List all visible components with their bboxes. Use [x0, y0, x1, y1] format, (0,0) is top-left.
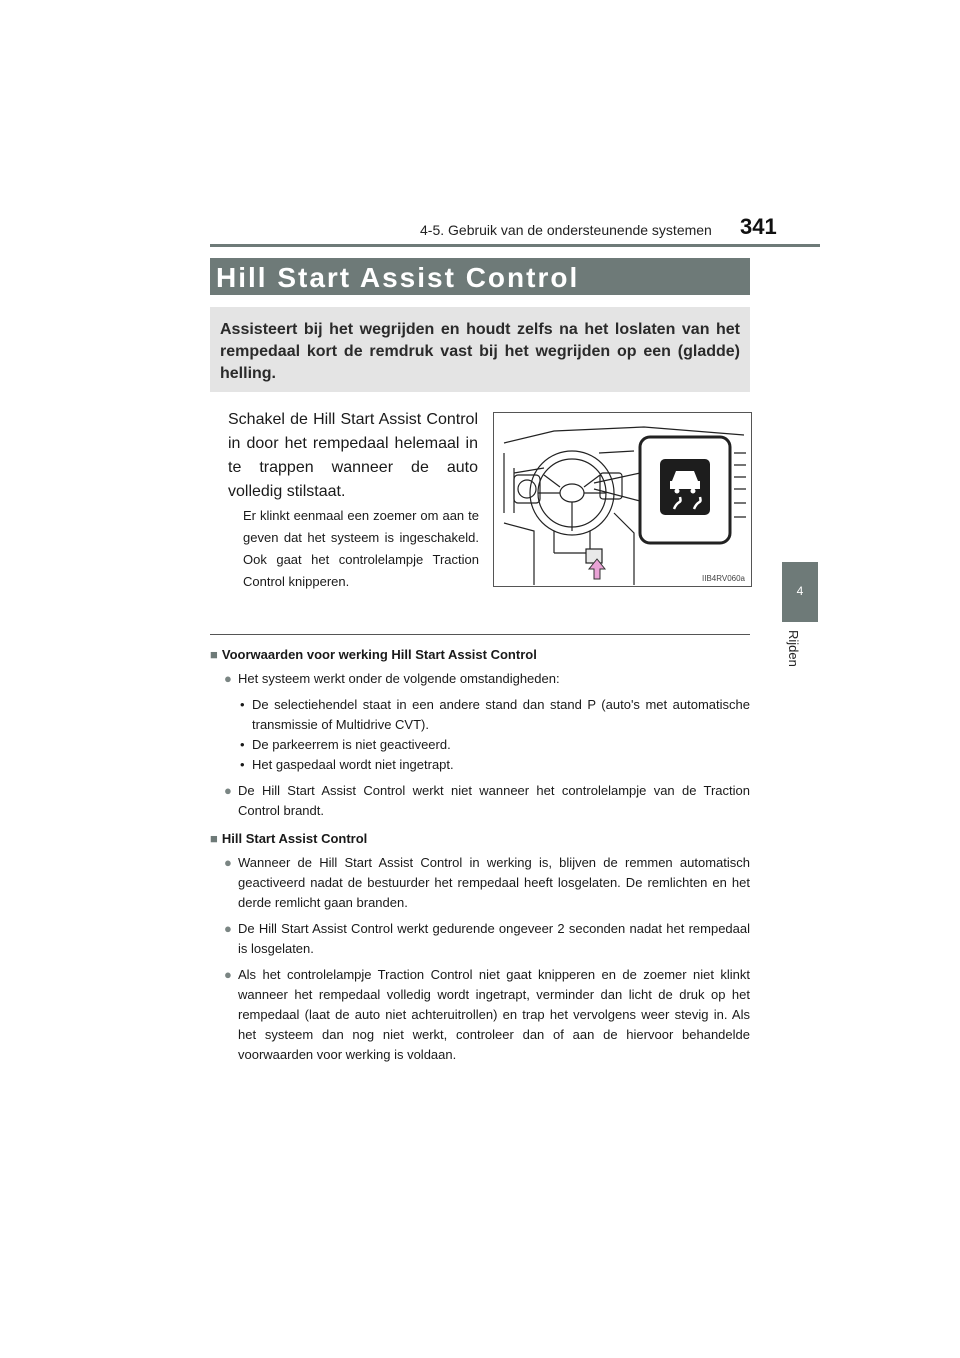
list-item: [210, 853, 750, 913]
square-bullet-icon: ■: [210, 647, 218, 662]
section-heading: [210, 829, 750, 849]
section-heading-text: Hill Start Assist Control: [221, 831, 368, 846]
header-rule: [210, 244, 820, 247]
dashboard-drawing: [494, 413, 751, 586]
chapter-label: Rijden: [786, 630, 801, 667]
intro-box: [210, 307, 750, 392]
intro-text: Assisteert bij het wegrijden en houdt zelfs na het loslaten van het rempedaal kort de remdruk vast bij het wegrijden op een (gladde) helling.: [220, 321, 740, 382]
dashboard-illustration: [493, 412, 752, 587]
square-bullet-icon: ■: [210, 831, 218, 846]
sub-list-item: • Het gaspedaal wordt niet ingetrapt.: [240, 757, 454, 772]
chapter-tab: [782, 562, 818, 622]
sub-list-item: • De parkeerrem is niet geactiveerd.: [240, 737, 451, 752]
list-item: [210, 669, 750, 689]
sub-list: [210, 695, 750, 775]
circle-bullet-icon: ●: [224, 921, 232, 936]
list-item-text: De Hill Start Assist Control werkt niet wanneer het controlelampje van de Traction Control brandt.: [238, 783, 750, 818]
circle-bullet-icon: ●: [224, 671, 232, 686]
section-title-bar: [210, 258, 750, 295]
section-separator: [210, 634, 750, 635]
list-item-text: Het systeem werkt onder de volgende omstandigheden:: [238, 671, 560, 686]
traction-control-indicator-icon: [660, 459, 710, 515]
section-heading: [210, 645, 750, 665]
list-item: [210, 965, 750, 1065]
circle-bullet-icon: ●: [224, 855, 232, 870]
section-heading-text: Voorwaarden voor werking Hill Start Assist Control: [221, 647, 537, 662]
section-title: Hill Start Assist Control: [216, 262, 580, 293]
circle-bullet-icon: ●: [224, 967, 232, 982]
figure-caption: IIB4RV060a: [702, 574, 745, 583]
main-instruction: Schakel de Hill Start Assist Control in door het rempedaal helemaal in te trappen wanneer de auto volledig stilstaat.: [228, 411, 478, 500]
sub-list-item: • De selectiehendel staat in een andere stand dan stand P (auto's met automatische transmissie of Multidrive CVT).: [240, 697, 750, 732]
notes-area: [210, 645, 750, 1071]
running-header: 4-5. Gebruik van de ondersteunende systemen: [420, 222, 712, 238]
circle-bullet-icon: ●: [224, 783, 232, 798]
chapter-number: 4: [796, 584, 804, 598]
page-number: 341: [740, 214, 777, 239]
chapter-label-container: [786, 630, 814, 678]
list-item-text: Wanneer de Hill Start Assist Control in werking is, blijven de remmen automatisch geactiveerd nadat de bestuurder het rempedaal heeft losgelaten. De remlichten en het derde remlicht gaan branden.: [238, 855, 750, 910]
list-item-text: De Hill Start Assist Control werkt gedurende ongeveer 2 seconden nadat het rempedaal is losgelaten.: [238, 921, 750, 956]
list-item-text: Als het controlelampje Traction Control niet gaat knipperen en de zoemer niet klinkt wanneer het rempedaal volledig wordt ingetrapt, verminder dan licht de druk op het rempedaal (laat de auto niet achteruitrollen) en trap het vervolgens weer stevig in. Als het systeem dan nog niet werkt, controleer dan of aan de hiervoor behandelde voorwaarden voor werking is voldaan.: [238, 967, 750, 1062]
list-item: [210, 781, 750, 821]
sub-instruction: Er klinkt eenmaal een zoemer om aan te geven dat het systeem is ingeschakeld. Ook gaat het controlelampje Traction Control knipperen.: [243, 508, 479, 589]
list-item: [210, 919, 750, 959]
